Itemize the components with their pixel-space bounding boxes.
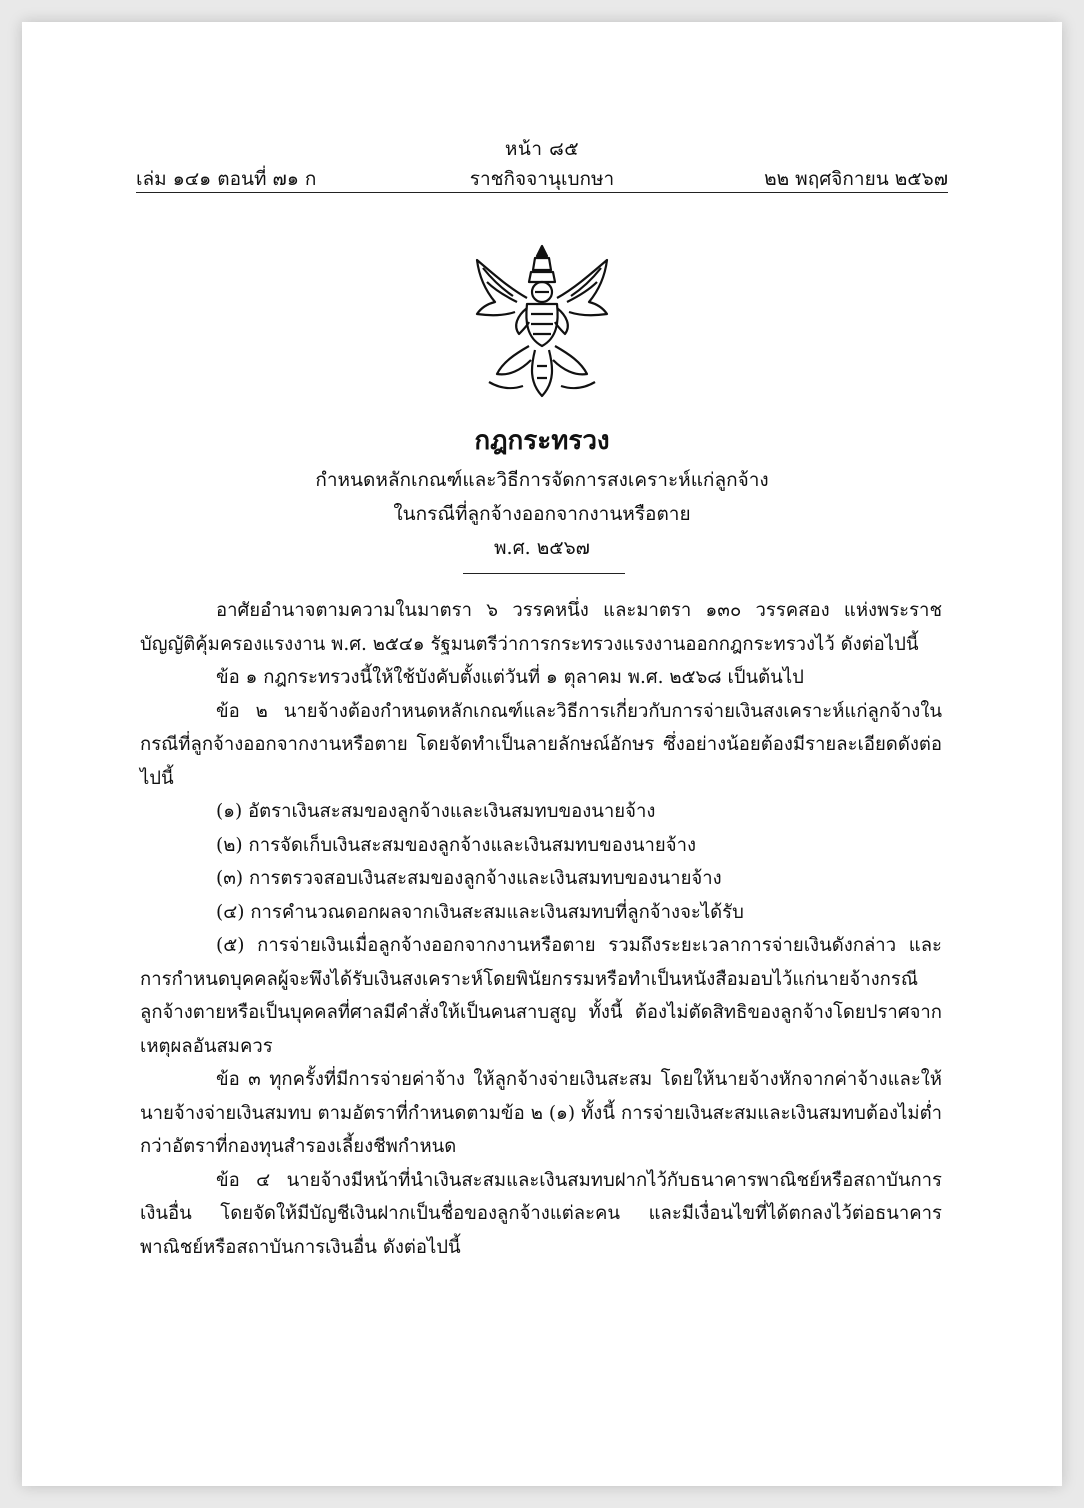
document-page	[22, 22, 1062, 1486]
gazette-date: ๒๒ พฤศจิกายน ๒๕๖๗	[764, 168, 948, 190]
list-item-5: (๕) การจ่ายเงินเมื่อลูกจ้างออกจากงานหรือตาย รวมถึงระยะเวลาการจ่ายเงินดังกล่าว และการกำหนดบุคคลผู้จะพึงได้รับเงินสงเคราะห์โดยพินัยกรรมหรือทำเป็นหนังสือมอบไว้แก่นายจ้างกรณีลูกจ้างตายหรือเป็นบุคคลที่ศาลมีคำสั่งให้เป็นคนสาบสูญ ทั้งนี้ ต้องไม่ตัดสิทธิของลูกจ้างโดยปราศจากเหตุผลอันสมควร	[140, 935, 942, 1057]
list-item: (๔) การคำนวณดอกผลจากเงินสะสมและเงินสมทบที่ลูกจ้างจะได้รับ	[216, 901, 744, 923]
gazette-name: ราชกิจจานุเบกษา	[469, 168, 615, 190]
gazette-header	[136, 164, 948, 194]
header-divider	[136, 192, 948, 193]
clause-3: ข้อ ๓ ทุกครั้งที่มีการจ่ายค่าจ้าง ให้ลูกจ้างจ่ายเงินสะสม โดยให้นายจ้างหักจากค่าจ้างและให้นายจ้างจ่ายเงินสมทบ ตามอัตราที่กำหนดตามข้อ ๒ (๑) ทั้งนี้ การจ่ายเงินสะสมและเงินสมทบต้องไม่ต่ำกว่าอัตราที่กองทุนสำรองเลี้ยงชีพกำหนด	[140, 1069, 942, 1157]
list-item: (๒) การจัดเก็บเงินสะสมของลูกจ้างและเงินสมทบของนายจ้าง	[216, 834, 697, 856]
page-number: หน้า ๘๕	[504, 138, 580, 160]
clause-2: ข้อ ๒ นายจ้างต้องกำหนดหลักเกณฑ์และวิธีการเกี่ยวกับการจ่ายเงินสงเคราะห์แก่ลูกจ้างในกรณีที่ลูกจ้างออกจากงานหรือตาย โดยจัดทำเป็นลายลักษณ์อักษร ซึ่งอย่างน้อยต้องมีรายละเอียดดังต่อไปนี้	[140, 700, 942, 789]
volume-issue: เล่ม ๑๔๑ ตอนที่ ๗๑ ก	[136, 168, 317, 190]
list-item: (๑) อัตราเงินสะสมของลูกจ้างและเงินสมทบของนายจ้าง	[216, 801, 656, 822]
garuda-emblem-icon	[469, 242, 615, 402]
document-year: พ.ศ. ๒๕๖๗	[494, 537, 590, 559]
preamble-paragraph: อาศัยอำนาจตามความในมาตรา ๖ วรรคหนึ่ง และมาตรา ๑๓๐ วรรคสอง แห่งพระราชบัญญัติคุ้มครองแรงงาน พ.ศ. ๒๕๔๑ รัฐมนตรีว่าการกระทรวงแรงงานออกกฎกระทรวงไว้ ดังต่อไปนี้	[140, 600, 942, 655]
document-subtitle-line-1: กำหนดหลักเกณฑ์และวิธีการจัดการสงเคราะห์แก่ลูกจ้าง	[315, 469, 769, 491]
document-title: กฎกระทรวง	[474, 426, 610, 456]
clause-1: ข้อ ๑ กฎกระทรวงนี้ให้ใช้บังคับตั้งแต่วันที่ ๑ ตุลาคม พ.ศ. ๒๕๖๘ เป็นต้นไป	[216, 667, 804, 688]
title-divider	[463, 573, 625, 574]
list-item: (๓) การตรวจสอบเงินสะสมของลูกจ้างและเงินสมทบของนายจ้าง	[216, 868, 722, 889]
document-body	[140, 594, 942, 1264]
document-subtitle-line-2: ในกรณีที่ลูกจ้างออกจากงานหรือตาย	[393, 503, 691, 525]
clause-4: ข้อ ๔ นายจ้างมีหน้าที่นำเงินสะสมและเงินสมทบฝากไว้กับธนาคารพาณิชย์หรือสถาบันการเงินอื่น โดยจัดให้มีบัญชีเงินฝากเป็นชื่อของลูกจ้างแต่ละคน และมีเงื่อนไขที่ได้ตกลงไว้ต่อธนาคารพาณิชย์หรือสถาบันการเงินอื่น ดังต่อไปนี้	[140, 1169, 942, 1258]
